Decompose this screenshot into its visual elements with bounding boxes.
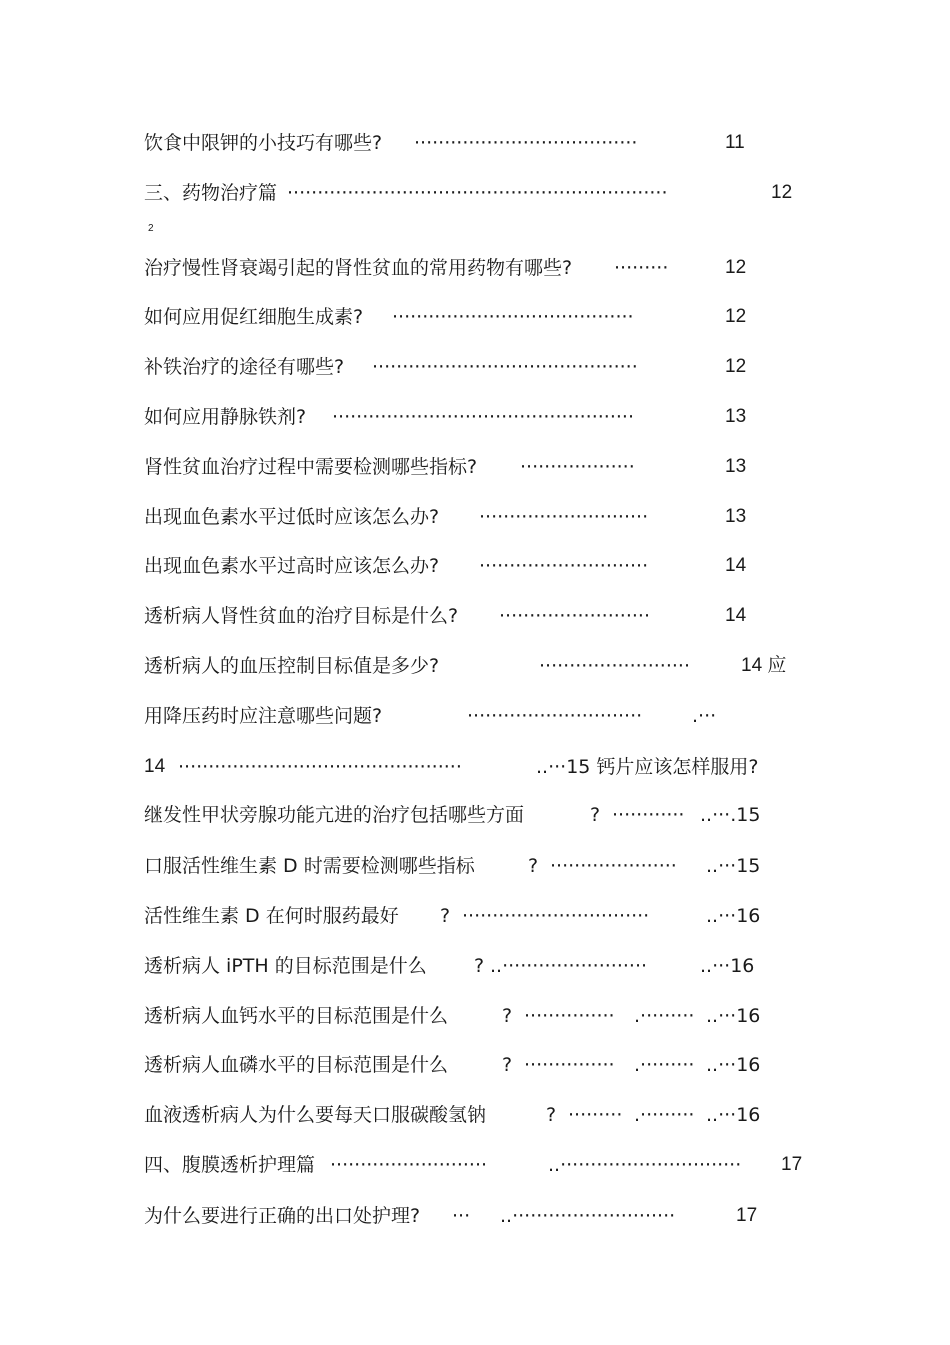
toc-leader-dots: ..··························· <box>500 1205 676 1227</box>
toc-entry-title: 透析病人的血压控制目标值是多少? <box>144 655 440 677</box>
toc-leader-tail: ..···.15 <box>700 804 761 826</box>
footnote-marker: 2 <box>148 223 154 234</box>
toc-leader-tail: ..···16 <box>706 1005 761 1027</box>
toc-entry-title: 出现血色素水平过低时应该怎么办? <box>144 506 440 528</box>
toc-entry-title: 透析病人血钙水平的目标范围是什么 <box>144 1005 449 1027</box>
toc-leader-dots: ··············· <box>524 1005 615 1027</box>
toc-page-number: 13 <box>725 456 747 477</box>
toc-page-number: 17 <box>781 1154 803 1175</box>
toc-page-number: 12 <box>725 257 747 278</box>
toc-leader-tail: ..···15 <box>706 855 761 877</box>
toc-leader-tail: ..···15 钙片应该怎样服用? <box>536 756 759 778</box>
question-mark: ? <box>474 955 485 977</box>
toc-page-number: 12 <box>725 356 747 377</box>
toc-leader-dots: ········································ <box>392 306 634 328</box>
toc-leader-dots: ············ <box>612 804 685 826</box>
toc-leader-dots: ························· <box>539 655 690 677</box>
toc-entry-title: 口服活性维生素 D 时需要检测哪些指标 <box>144 855 475 877</box>
toc-entry-title: 为什么要进行正确的出口处护理? <box>144 1205 421 1227</box>
toc-leader-dots: .········· <box>634 1005 695 1027</box>
toc-page-number: 14 应 <box>741 655 787 676</box>
toc-entry-title: 活性维生素 D 在何时服药最好 <box>144 905 399 927</box>
question-mark: ? <box>528 855 539 877</box>
toc-page-number: 13 <box>725 506 747 527</box>
toc-entry-title: 透析病人血磷水平的目标范围是什么 <box>144 1054 449 1076</box>
toc-leader-tail: ..···16 <box>700 955 755 977</box>
toc-page-number: 13 <box>725 406 747 427</box>
toc-leader-tail: ..···16 <box>706 905 761 927</box>
toc-leader-tail: ..···16 <box>706 1054 761 1076</box>
toc-entry-title: 四、腹膜透析护理篇 <box>144 1154 316 1176</box>
question-mark: ? <box>502 1005 513 1027</box>
toc-leader-dots: ······························· <box>462 905 650 927</box>
toc-leader-dots: ····························· <box>467 705 643 727</box>
toc-leader-dots: ·························· <box>330 1154 488 1176</box>
toc-leader-dots: .········· <box>634 1104 695 1126</box>
toc-leader-dots: ························· <box>499 605 650 627</box>
toc-leader-dots: ······························································· <box>287 182 668 204</box>
toc-leader-dots: ···························· <box>479 506 649 528</box>
toc-leader-dots: ··················· <box>520 456 635 478</box>
toc-leader-dots: ··· <box>452 1205 471 1227</box>
toc-entry-title: 出现血色素水平过高时应该怎么办? <box>144 555 440 577</box>
toc-entry-title: 血液透析病人为什么要每天口服碳酸氢钠 <box>144 1104 487 1126</box>
toc-leader-dots: ..························ <box>490 955 648 977</box>
toc-entry-title: 用降压药时应注意哪些问题? <box>144 705 383 727</box>
toc-page-number: 12 <box>771 182 793 203</box>
toc-entry-title: 如何应用促红细胞生成素? <box>144 306 364 328</box>
toc-entry-title: 治疗慢性肾衰竭引起的肾性贫血的常用药物有哪些? <box>144 257 573 279</box>
toc-leader-tail: .··· <box>692 705 717 727</box>
toc-leader-dots: ····································· <box>414 132 638 154</box>
toc-leader-dots: .········· <box>634 1054 695 1076</box>
toc-entry-title: 如何应用静脉铁剂? <box>144 406 307 428</box>
toc-leader-dots: ···························· <box>479 555 649 577</box>
question-mark: ? <box>590 804 601 826</box>
toc-page-number: 11 <box>725 132 745 153</box>
toc-entry-title: 三、药物治疗篇 <box>144 182 278 204</box>
toc-leader-dots: ········· <box>614 257 669 279</box>
toc-leader-dots: ····················· <box>550 855 677 877</box>
toc-leader-dots: ············································ <box>372 356 638 378</box>
toc-leader-dots: ··············································· <box>178 756 462 778</box>
toc-entry-title: 补铁治疗的途径有哪些? <box>144 356 345 378</box>
question-mark: ? <box>502 1054 513 1076</box>
toc-page-number: 14 <box>144 756 166 777</box>
toc-page-number: 12 <box>725 306 747 327</box>
toc-leader-dots: ··············· <box>524 1054 615 1076</box>
toc-entry-title: 继发性甲状旁腺功能亢进的治疗包括哪些方面 <box>144 804 525 826</box>
toc-page-number: 17 <box>736 1205 758 1226</box>
toc-entry-title: 肾性贫血治疗过程中需要检测哪些指标? <box>144 456 478 478</box>
toc-page-number: 14 <box>725 555 747 576</box>
toc-leader-tail: ..···16 <box>706 1104 761 1126</box>
toc-entry-title: 透析病人肾性贫血的治疗目标是什么? <box>144 605 459 627</box>
toc-leader-dots: ..······························ <box>548 1154 742 1176</box>
toc-leader-dots: ·················································· <box>332 406 634 428</box>
question-mark: ? <box>546 1104 557 1126</box>
toc-leader-dots: ········· <box>568 1104 623 1126</box>
question-mark: ? <box>440 905 451 927</box>
toc-page-number: 14 <box>725 605 747 626</box>
toc-entry-title: 透析病人 iPTH 的目标范围是什么 <box>144 955 427 977</box>
toc-entry-title: 饮食中限钾的小技巧有哪些? <box>144 132 383 154</box>
